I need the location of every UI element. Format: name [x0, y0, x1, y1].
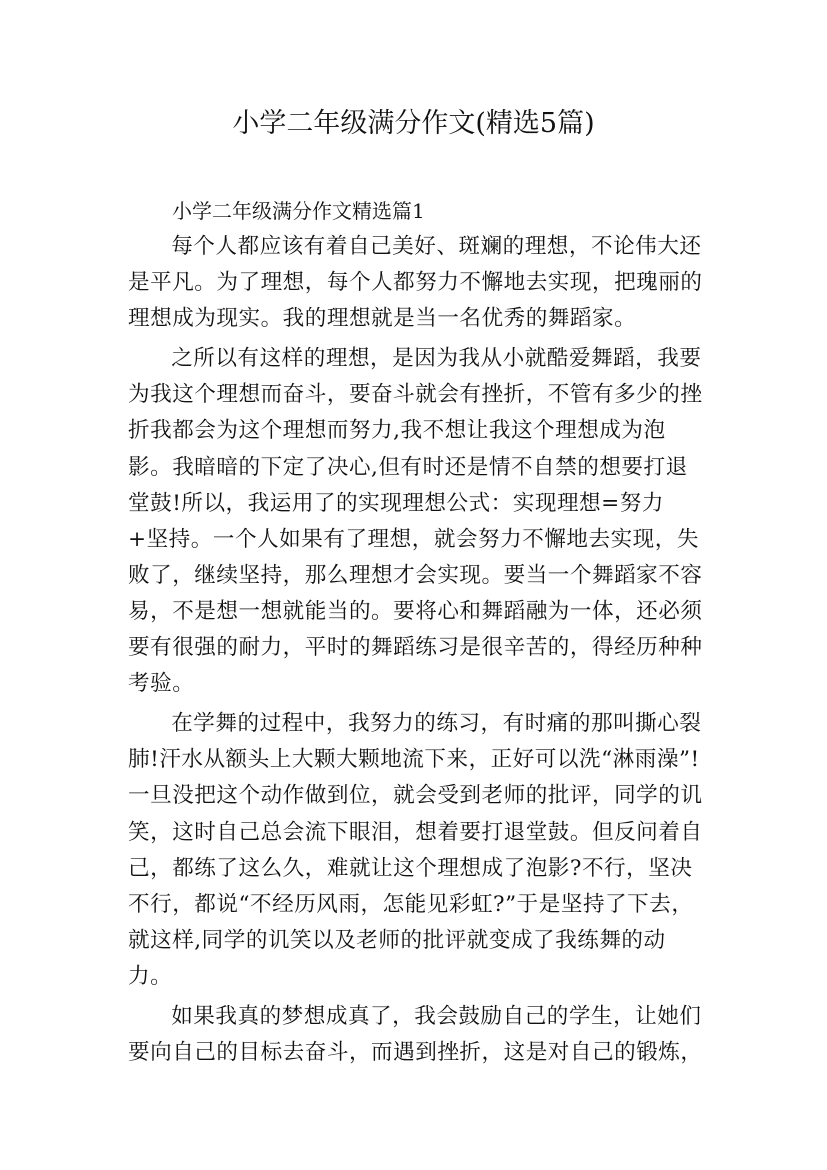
paragraph-4: 如果我真的梦想成真了，我会鼓励自己的学生，让她们要向自己的目标去奋斗，而遇到挫折，这是对自己的锻炼， [128, 1003, 703, 1066]
paragraph-2: 之所以有这样的理想，是因为我从小就酷爱舞蹈，我要为我这个理想而奋斗，要奋斗就会有挫折，不管有多少的挫折我都会为这个理想而努力,我不想让我这个理想成为泡影。我暗暗的下定了决心,但有时还是情不自禁的想要打退堂鼓!所以，我运用了的实现理想公式：实现理想=努力+坚持。一个人如果有了理想，就会努力不懈地去实现，失败了，继续坚持，那么理想才会实现。要当一个舞蹈家不容易，不是想一想就能当的。要将心和舞蹈融为一体，还必须要有很强的耐力，平时的舞蹈练习是很辛苦的，得经历种种考验。 [128, 346, 703, 697]
paragraph-3: 在学舞的过程中，我努力的练习，有时痛的那叫撕心裂肺!汗水从额头上大颗大颗地流下来，正好可以洗“淋雨澡”!一旦没把这个动作做到位，就会受到老师的批评，同学的讥笑，这时自己总会流下眼泪，想着要打退堂鼓。但反问着自己，都练了这么久，难就让这个理想成了泡影?不行，坚决不行，都说“不经历风雨，怎能见彩虹?”于是坚持了下去，就这样,同学的讥笑以及老师的批评就变成了我练舞的动力。 [128, 711, 703, 989]
essay-body [128, 229, 704, 1071]
paragraph-1: 每个人都应该有着自己美好、斑斓的理想，不论伟大还是平凡。为了理想，每个人都努力不懈地去实现，把瑰丽的理想成为现实。我的理想就是当一名优秀的舞蹈家。 [128, 234, 703, 332]
document-title: 小学二年级满分作文(精选5篇) [232, 108, 595, 139]
section-heading: 小学二年级满分作文精选篇1 [172, 199, 425, 223]
